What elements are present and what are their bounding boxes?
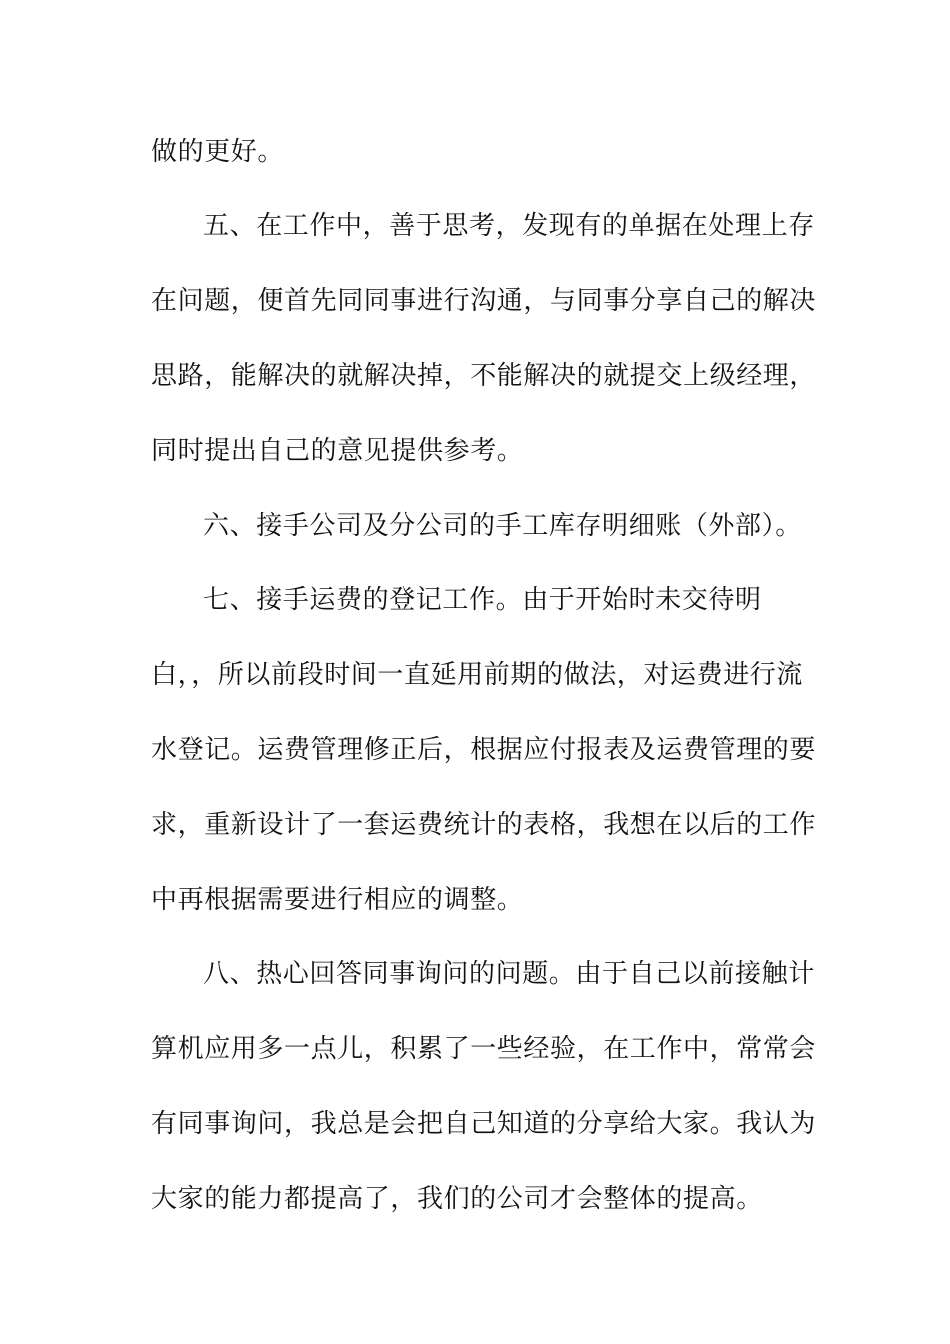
paragraph-7-line: 七、接手运费的登记工作。由于开始时未交待明 [203,585,762,615]
text-line: 白，，所以前段时间一直延用前期的做法，对运费进行流 [151,660,804,690]
text-line: 在问题，便首先同同事进行沟通，与同事分享自己的解决 [151,286,817,316]
text-line: 做的更好。 [151,137,285,167]
text-line: 算机应用多一点儿，积累了一些经验，在工作中，常常会 [151,1034,817,1064]
paragraph-5-line: 五、在工作中，善于思考，发现有的单据在处理上存 [203,211,815,241]
text-line: 同时提出自己的意见提供参考。 [151,436,524,466]
text-line: 有同事询问，我总是会把自己知道的分享给大家。我认为 [151,1109,817,1139]
text-line: 求，重新设计了一套运费统计的表格，我想在以后的工作 [151,810,817,840]
paragraph-8-line: 八、热心回答同事询问的问题。由于自己以前接触计 [203,959,815,989]
text-line: 思路，能解决的就解决掉，不能解决的就提交上级经理， [151,361,817,391]
paragraph-6-line: 六、接手公司及分公司的手工库存明细账（外部）。 [203,511,802,541]
text-line: 水登记。运费管理修正后，根据应付报表及运费管理的要 [151,735,817,765]
text-line: 大家的能力都提高了，我们的公司才会整体的提高。 [151,1184,763,1214]
text-line: 中再根据需要进行相应的调整。 [151,885,524,915]
